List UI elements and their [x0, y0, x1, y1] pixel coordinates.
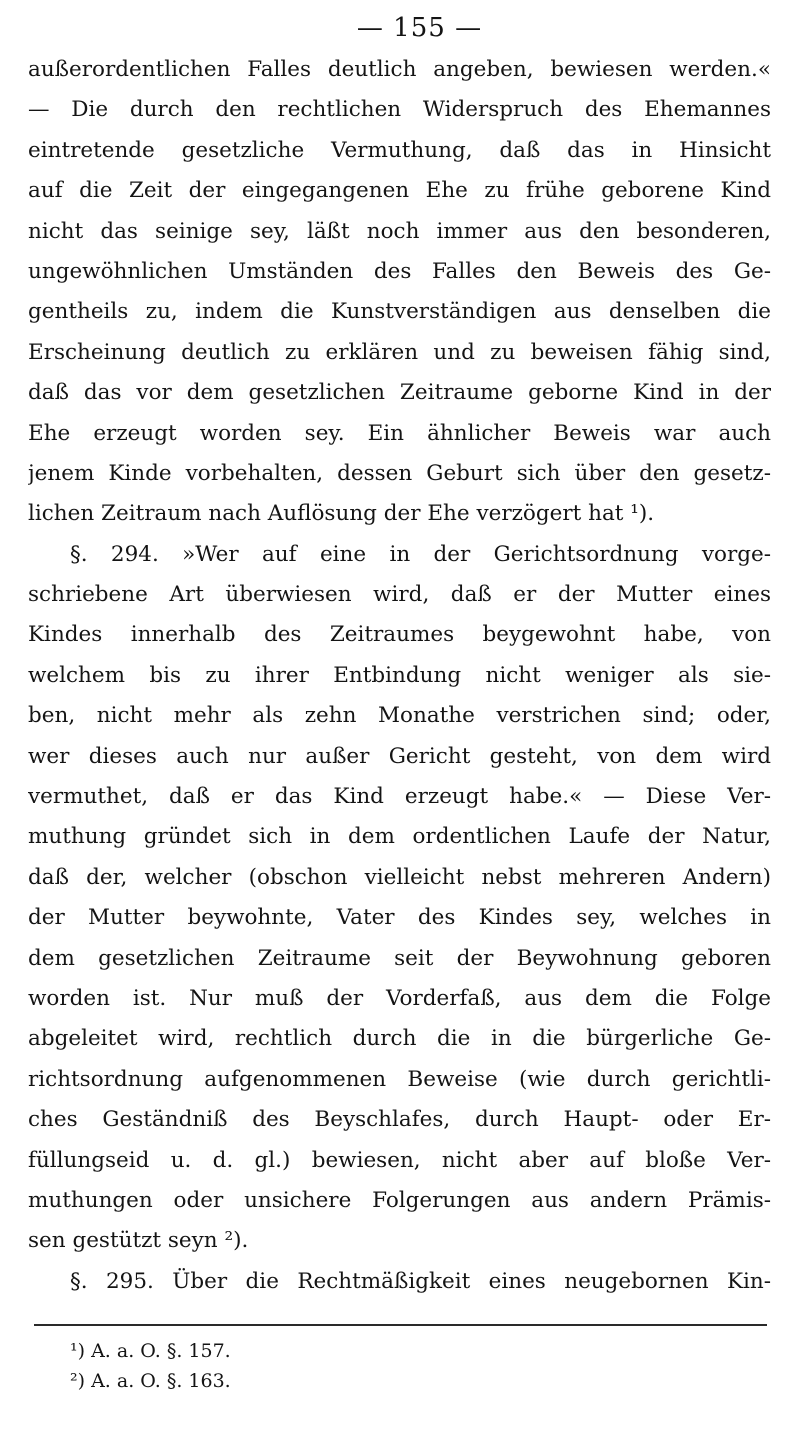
text-line: jenem Kinde vorbehalten, dessen Geburt sich über den gesetz-	[28, 460, 771, 486]
text-line: gentheils zu, indem die Kunstverständigen aus denselben die	[28, 299, 771, 325]
page-number: — 155 —	[356, 13, 483, 43]
body-text	[28, 50, 771, 1302]
footnote-1: ¹) A. a. O. §. 157.	[70, 1340, 231, 1363]
text-line: Kindes innerhalb des Zeitraumes beygewohnt habe, von	[28, 622, 771, 648]
text-line: auf die Zeit der eingegangenen Ehe zu frühe geborene Kind	[28, 178, 771, 204]
text-line: Ehe erzeugt worden sey. Ein ähnlicher Beweis war auch	[28, 420, 771, 446]
text-line: — Die durch den rechtlichen Widerspruch des Ehemannes	[28, 97, 771, 123]
text-line: außerordentlichen Falles deutlich angeben, bewiesen werden.«	[28, 57, 771, 82]
text-line: nicht das seinige sey, läßt noch immer aus den besonderen,	[28, 218, 771, 244]
text-line: worden ist. Nur muß der Vorderfaß, aus dem die Folge	[28, 985, 771, 1011]
text-line: eintretende gesetzliche Vermuthung, daß das in Hinsicht	[28, 137, 771, 163]
text-line: muthung gründet sich in dem ordentlichen Laufe der Natur,	[28, 824, 771, 850]
text-line: abgeleitet wird, rechtlich durch die in die bürgerliche Ge-	[28, 1026, 771, 1052]
text-line: schriebene Art überwiesen wird, daß er der Mutter eines	[28, 582, 771, 608]
text-line: vermuthet, daß er das Kind erzeugt habe.« — Diese Ver-	[28, 784, 771, 810]
text-line: ungewöhnlichen Umständen des Falles den Beweis des Ge-	[28, 258, 771, 284]
text-line: lichen Zeitraum nach Auflösung der Ehe verzögert hat ¹).	[28, 501, 655, 527]
section-295-start: §. 295. Über die Rechtmäßigkeit eines neugebornen Kin-	[70, 1268, 771, 1294]
text-line: ches Geständniß des Beyschlafes, durch Haupt- oder Er-	[28, 1107, 771, 1133]
text-line: dem gesetzlichen Zeitraume seit der Beywohnung geboren	[28, 945, 771, 971]
section-294-start: §. 294. »Wer auf eine in der Gerichtsordnung vorge-	[70, 541, 771, 567]
text-line: richtsordnung aufgenommenen Beweise (wie durch gerichtli-	[28, 1066, 771, 1092]
footnote-2: ²) A. a. O. §. 163.	[70, 1370, 231, 1393]
text-line: sen gestützt seyn ²).	[28, 1228, 249, 1254]
footnotes	[28, 1336, 771, 1396]
text-line: ben, nicht mehr als zehn Monathe verstrichen sind; oder,	[28, 703, 771, 729]
text-line: wer dieses auch nur außer Gericht gesteht, von dem wird	[28, 743, 771, 769]
footnote-divider	[34, 1324, 767, 1326]
text-line: daß das vor dem gesetzlichen Zeitraume geborne Kind in der	[28, 380, 771, 406]
text-line: Erscheinung deutlich zu erklären und zu beweisen fähig sind,	[28, 339, 771, 365]
text-line: der Mutter beywohnte, Vater des Kindes sey, welches in	[28, 905, 771, 931]
text-line: welchem bis zu ihrer Entbindung nicht weniger als sie-	[28, 662, 771, 688]
text-line: daß der, welcher (obschon vielleicht nebst mehreren Andern)	[28, 864, 771, 890]
text-line: muthungen oder unsichere Folgerungen aus andern Prämis-	[28, 1187, 771, 1213]
text-line: füllungseid u. d. gl.) bewiesen, nicht aber auf bloße Ver-	[28, 1147, 771, 1173]
